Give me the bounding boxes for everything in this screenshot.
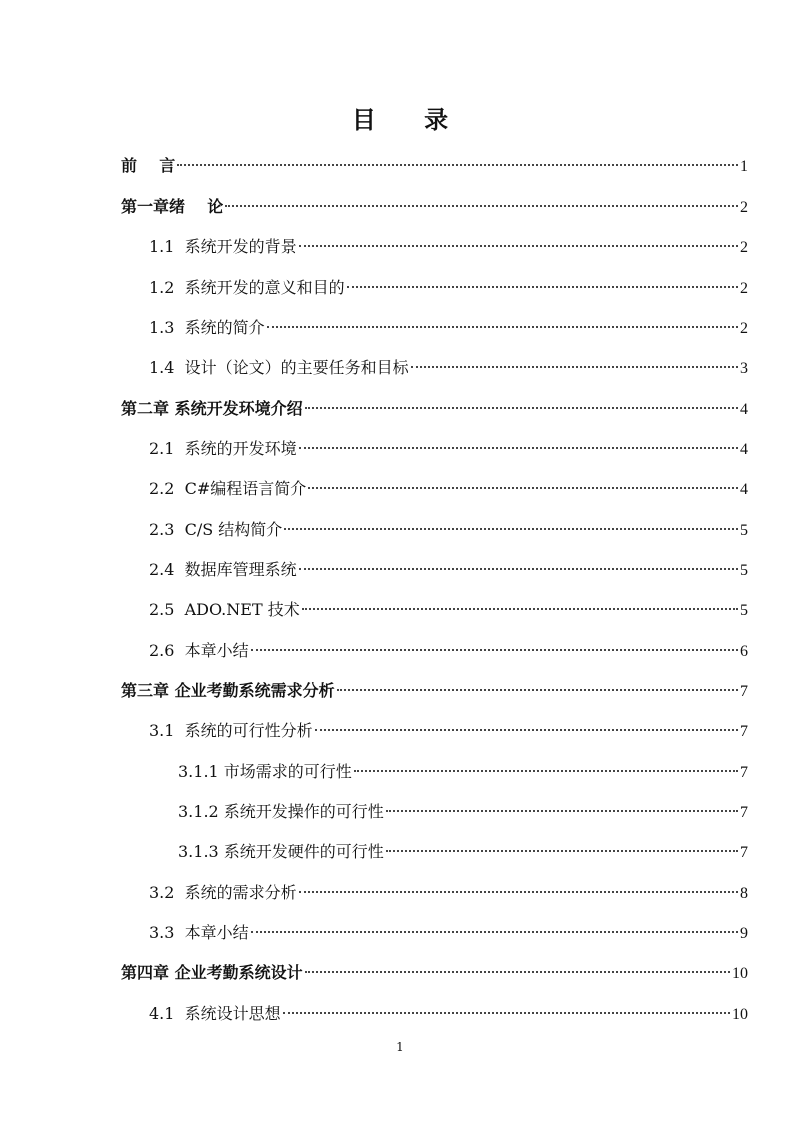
toc-entry[interactable] [121,394,748,424]
dot-leader [305,971,730,973]
toc-entry[interactable] [149,918,748,948]
toc-entry[interactable] [149,313,748,343]
toc-entry-label: 1.3 系统的简介 [149,318,265,337]
dot-leader [284,528,738,530]
dot-leader [299,891,738,893]
toc-entry-page: 7 [740,804,748,821]
toc-entry-page: 9 [740,925,748,942]
dot-leader [386,850,738,852]
toc-entry[interactable] [149,232,748,262]
dot-leader [347,286,738,288]
dot-leader [251,649,738,651]
dot-leader [411,366,738,368]
toc-entry-label: 2.4 数据库管理系统 [149,560,297,579]
toc-entry[interactable] [149,595,748,625]
toc-entry[interactable] [149,999,748,1029]
toc-entry[interactable] [121,676,748,706]
toc-entry-page: 2 [740,280,748,297]
toc-entry-page: 5 [740,562,748,579]
toc-entry-page: 7 [740,683,748,700]
toc-entry[interactable] [149,515,748,545]
toc-entry[interactable] [178,837,748,867]
toc-entry[interactable] [178,757,748,787]
toc-entry[interactable] [149,474,748,504]
dot-leader [308,487,738,489]
toc-entry-page: 2 [740,239,748,256]
toc-entry-page: 2 [740,320,748,337]
toc-entry[interactable] [121,151,748,181]
toc-entry-label: 2.5 ADO.NET 技术 [149,600,300,619]
dot-leader [299,568,738,570]
toc-entry-page: 4 [740,481,748,498]
toc-entry[interactable] [149,716,748,746]
toc-entry-label: 1.4 设计（论文）的主要任务和目标 [149,358,409,377]
toc-entry-label: 2.3 C/S 结构简介 [149,520,283,539]
toc-entry-label: 1.2 系统开发的意义和目的 [149,278,345,297]
dot-leader [299,447,738,449]
toc-entry-label: 3.2 系统的需求分析 [149,883,297,902]
dot-leader [386,810,738,812]
toc-entry-label: 3.3 本章小结 [149,923,249,942]
toc-entry-page: 5 [740,602,748,619]
toc-entry-page: 10 [732,965,748,982]
dot-leader [337,689,738,691]
toc-entry-page: 7 [740,844,748,861]
toc-entry-page: 1 [740,158,748,175]
toc-entry-page: 5 [740,522,748,539]
dot-leader [302,608,738,610]
toc-entry[interactable] [178,797,748,827]
toc-entry[interactable] [121,958,748,988]
toc-entry-page: 6 [740,643,748,660]
toc-entry-label: 3.1.1 市场需求的可行性 [178,762,352,781]
dot-leader [283,1012,730,1014]
dot-leader [315,729,738,731]
toc-entry-label: 2.1 系统的开发环境 [149,439,297,458]
toc-entry-page: 7 [740,764,748,781]
toc-entry-label: 3.1 系统的可行性分析 [149,721,313,740]
toc-entry-page: 4 [740,401,748,418]
toc-entry-label: 3.1.3 系统开发硬件的可行性 [178,842,384,861]
toc-entry[interactable] [149,555,748,585]
toc-entry-label: 4.1 系统设计思想 [149,1004,281,1023]
toc-entry-page: 3 [740,360,748,377]
toc-entry[interactable] [121,192,748,222]
page-number-footer: 1 [396,1040,404,1054]
toc-entry-label: 2.2 C#编程语言简介 [149,479,307,498]
toc-entry-label: 第四章 企业考勤系统设计 [121,963,303,982]
toc-entry-label: 前 言 [121,156,176,175]
dot-leader [177,164,738,166]
toc-entry-label: 2.6 本章小结 [149,641,249,660]
dot-leader [267,326,738,328]
toc-entry-page: 8 [740,885,748,902]
toc-entry[interactable] [149,878,748,908]
toc-entry-page: 10 [732,1006,748,1023]
dot-leader [354,770,738,772]
dot-leader [299,245,738,247]
toc-entry-page: 7 [740,723,748,740]
toc-entry[interactable] [149,636,748,666]
toc-entry-label: 第一章绪 论 [121,197,224,216]
toc-entry-page: 2 [740,199,748,216]
dot-leader [305,407,738,409]
toc-title: 目 录 [351,105,469,134]
dot-leader [225,205,738,207]
toc-entry-label: 第三章 企业考勤系统需求分析 [121,681,335,700]
toc-entry-label: 3.1.2 系统开发操作的可行性 [178,802,384,821]
dot-leader [251,931,738,933]
toc-entry[interactable] [149,434,748,464]
toc-entry-label: 第二章 系统开发环境介绍 [121,399,303,418]
toc-entry[interactable] [149,353,748,383]
toc-entry-page: 4 [740,441,748,458]
toc-entry[interactable] [149,273,748,303]
toc-entry-label: 1.1 系统开发的背景 [149,237,297,256]
